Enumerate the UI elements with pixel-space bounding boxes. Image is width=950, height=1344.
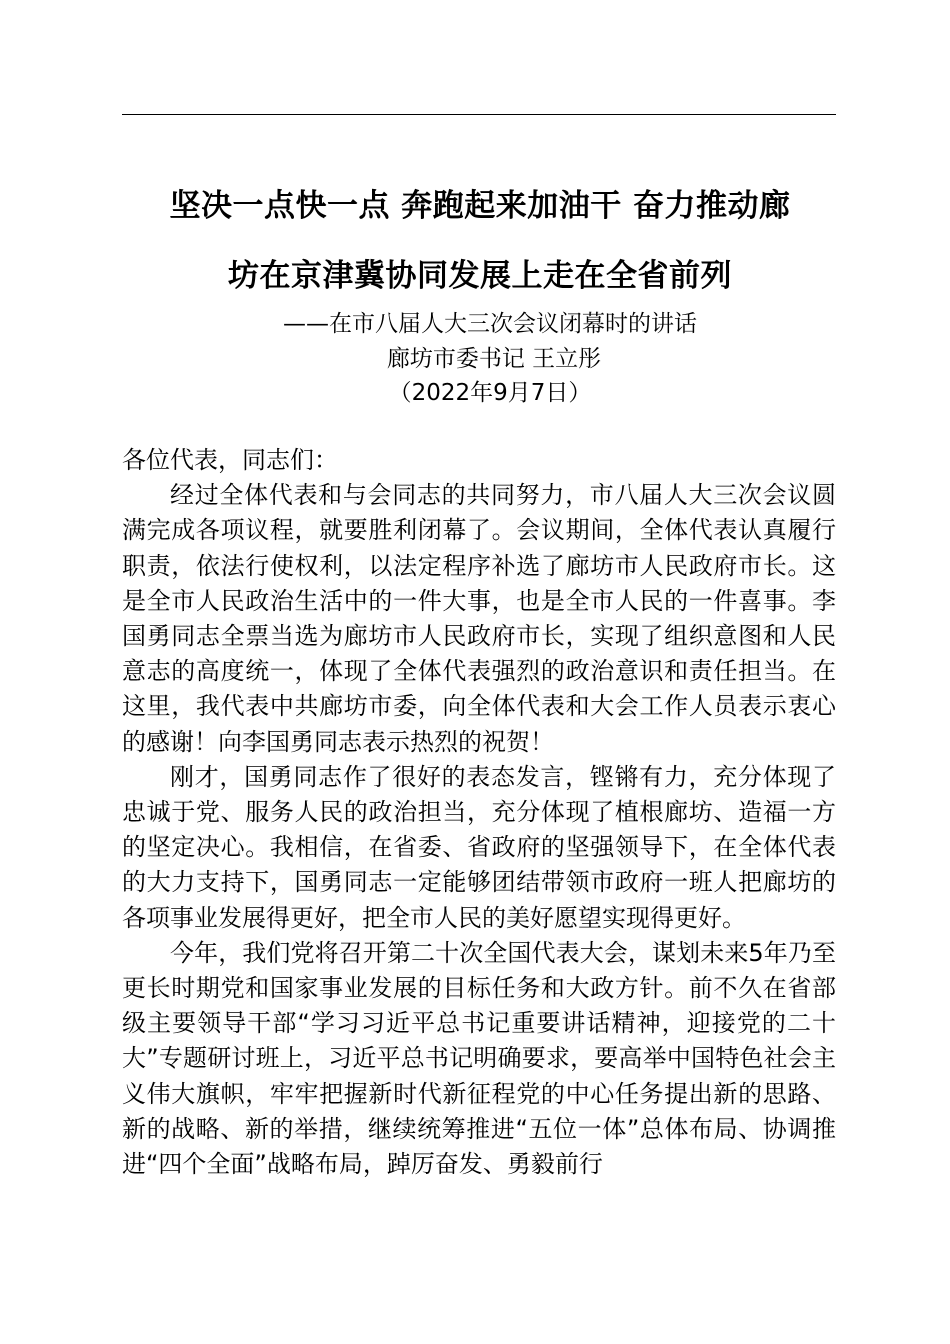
document-date: （2022年9月7日） — [388, 380, 592, 406]
document-title-line-1: 坚决一点快一点 奔跑起来加油干 奋力推动廊 — [169, 188, 791, 224]
document-subtitle: ——在市八届人大三次会议闭幕时的讲话 — [283, 311, 697, 337]
document-body — [122, 443, 836, 1182]
document-title-line-2: 坊在京津冀协同发展上走在全省前列 — [228, 258, 732, 294]
body-paragraph: 经过全体代表和与会同志的共同努力，市八届人大三次会议圆满完成各项议程，就要胜利闭幕了。会议期间，全体代表认真履行职责，依法行使权利，以法定程序补选了廊坊市人民政府市长。这是全市人民政治生活中的一件大事，也是全市人民的一件喜事。李国勇同志全票当选为廊坊市人民政府市长，实现了组织意图和人民意志的高度统一，体现了全体代表强烈的政治意识和责任担当。在这里，我代表中共廊坊市委，向全体代表和大会工作人员表示衷心的感谢！向李国勇同志表示热烈的祝贺！ — [122, 481, 836, 756]
greeting: 各位代表，同志们： — [122, 446, 338, 474]
body-paragraph: 刚才，国勇同志作了很好的表态发言，铿锵有力，充分体现了忠诚于党、服务人民的政治担当，充分体现了植根廊坊、造福一方的坚定决心。我相信，在省委、省政府的坚强领导下，在全体代表的大力支持下，国勇同志一定能够团结带领市政府一班人把廊坊的各项事业发展得更好，把全市人民的美好愿望实现得更好。 — [122, 762, 836, 932]
body-paragraph: 今年，我们党将召开第二十次全国代表大会，谋划未来5年乃至更长时期党和国家事业发展的目标任务和大政方针。前不久在省部级主要领导干部“学习习近平总书记重要讲话精神，迎接党的二十大”专题研讨班上，习近平总书记明确要求，要高举中国特色社会主义伟大旗帜，牢牢把握新时代新征程党的中心任务提出新的思路、新的战略、新的举措，继续统筹推进“五位一体”总体布局、协调推进“四个全面”战略布局，踔厉奋发、勇毅前行 — [122, 938, 836, 1179]
header-rule — [122, 114, 836, 115]
document-author: 廊坊市委书记 王立彤 — [386, 346, 602, 372]
